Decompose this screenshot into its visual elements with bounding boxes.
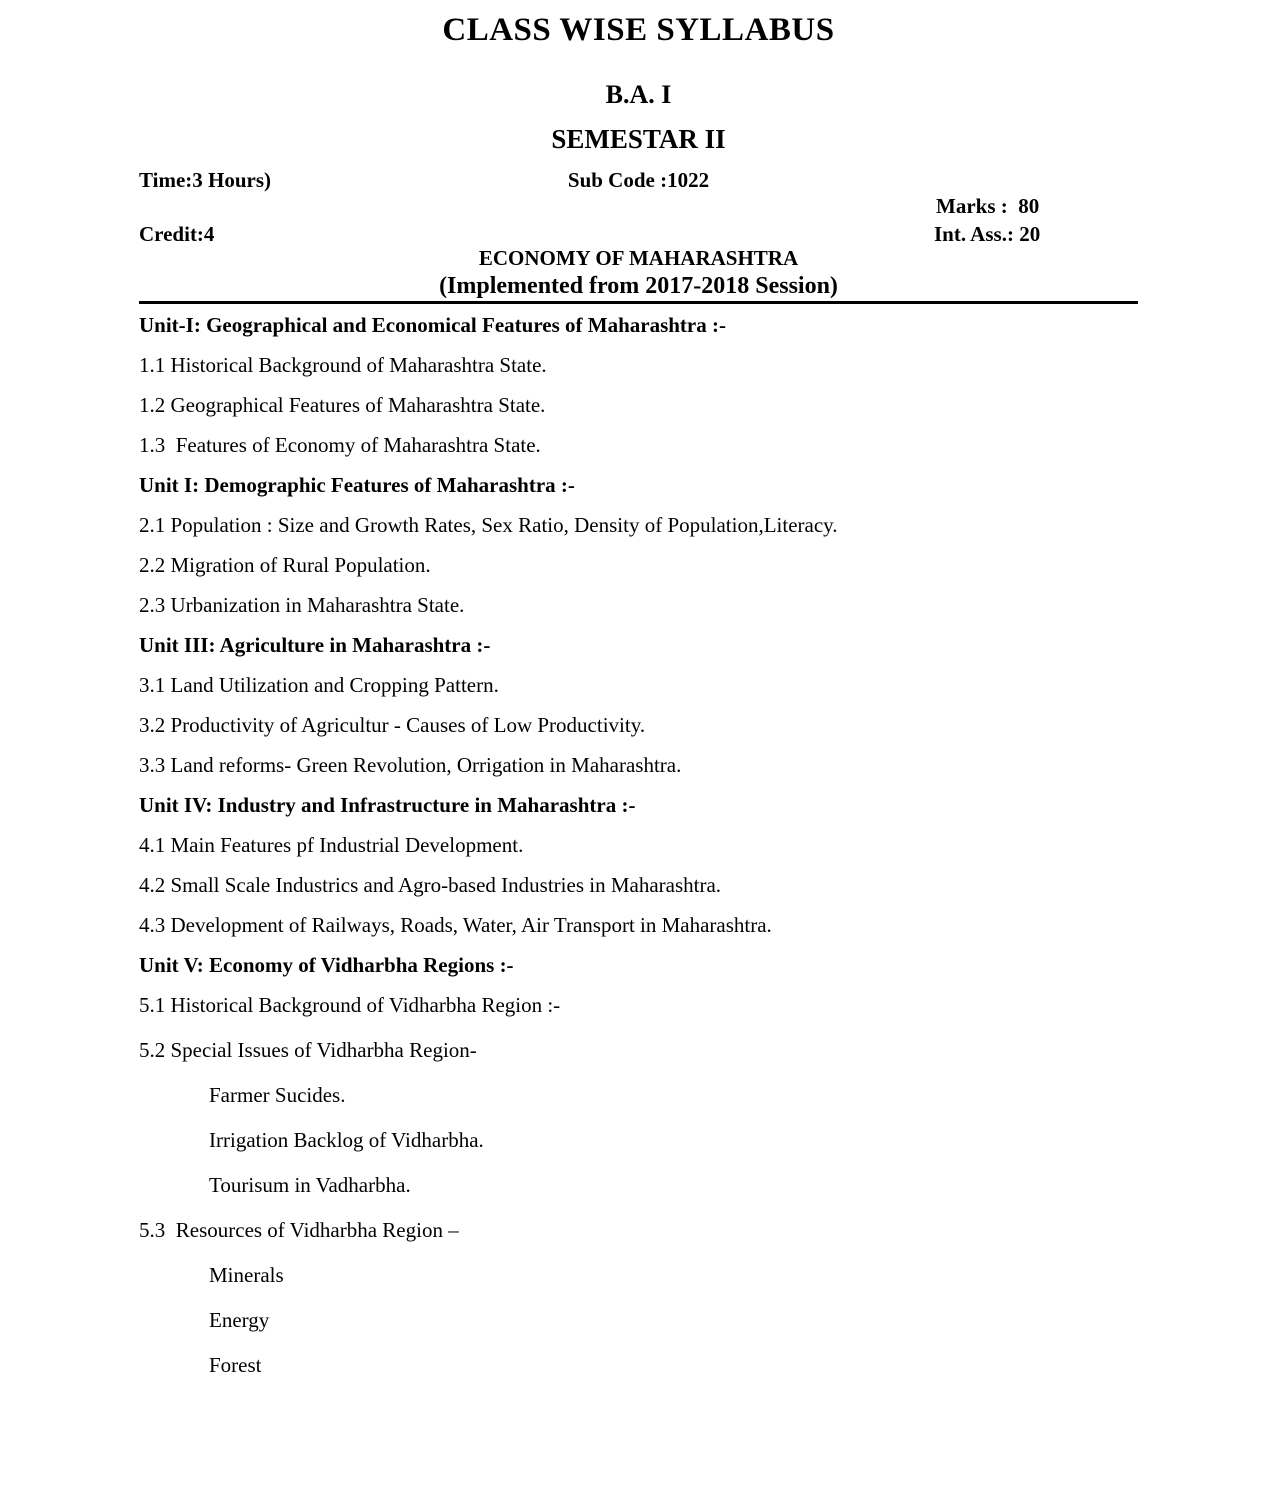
- syllabus-subline: Minerals: [209, 1263, 284, 1287]
- syllabus-line: 2.2 Migration of Rural Population.: [139, 553, 431, 577]
- syllabus-line: 1.3 Features of Economy of Maharashtra State.: [139, 433, 541, 457]
- syllabus-line: 3.2 Productivity of Agricultur - Causes of Low Productivity.: [139, 713, 646, 737]
- syllabus-line: 2.3 Urbanization in Maharashtra State.: [139, 593, 465, 617]
- syllabus-subline: Forest: [209, 1353, 262, 1377]
- unit-heading: Unit III: Agriculture in Maharashtra :-: [139, 633, 491, 657]
- time-label: Time:3 Hours): [139, 168, 272, 192]
- syllabus-subline: Irrigation Backlog of Vidharbha.: [209, 1128, 484, 1152]
- divider-rule: [139, 301, 1138, 304]
- syllabus-line: 1.1 Historical Background of Maharashtra State.: [139, 353, 547, 377]
- implementation-note: (Implemented from 2017-2018 Session): [439, 273, 838, 299]
- marks-label: Marks : 80: [936, 194, 1040, 218]
- sub-code-label: Sub Code :1022: [567, 168, 710, 192]
- internal-assessment-label: Int. Ass.: 20: [934, 222, 1041, 246]
- syllabus-line: 1.2 Geographical Features of Maharashtra State.: [139, 393, 546, 417]
- units-list: [139, 313, 1138, 1377]
- unit-heading: Unit I: Demographic Features of Maharashtra :-: [139, 473, 575, 497]
- syllabus-line: 5.3 Resources of Vidharbha Region –: [139, 1218, 459, 1242]
- syllabus-line: 4.2 Small Scale Industrics and Agro-based Industries in Maharashtra.: [139, 873, 722, 897]
- syllabus-line: 3.3 Land reforms- Green Revolution, Orrigation in Maharashtra.: [139, 753, 682, 777]
- credit-label: Credit:4: [139, 222, 215, 246]
- course-meta: [139, 168, 1138, 246]
- semester-title: SEMESTAR II: [551, 124, 726, 154]
- syllabus-line: 5.1 Historical Background of Vidharbha Region :-: [139, 993, 561, 1017]
- unit-heading: Unit IV: Industry and Infrastructure in Maharashtra :-: [139, 793, 636, 817]
- syllabus-line: 5.2 Special Issues of Vidharbha Region-: [139, 1038, 477, 1062]
- syllabus-subline: Tourisum in Vadharbha.: [209, 1173, 411, 1197]
- degree-title: B.A. I: [605, 80, 672, 109]
- syllabus-line: 4.3 Development of Railways, Roads, Water, Air Transport in Maharashtra.: [139, 913, 772, 937]
- syllabus-subline: Energy: [209, 1308, 270, 1332]
- syllabus-line: 3.1 Land Utilization and Cropping Pattern.: [139, 673, 499, 697]
- subject-title: ECONOMY OF MAHARASHTRA: [478, 246, 799, 270]
- unit-heading: Unit V: Economy of Vidharbha Regions :-: [139, 953, 514, 977]
- syllabus-line: 4.1 Main Features pf Industrial Development.: [139, 833, 524, 857]
- unit-heading: Unit-I: Geographical and Economical Features of Maharashtra :-: [139, 313, 726, 337]
- syllabus-subline: Farmer Sucides.: [209, 1083, 346, 1107]
- syllabus-line: 2.1 Population : Size and Growth Rates, Sex Ratio, Density of Population,Literacy.: [139, 513, 838, 537]
- page-title: CLASS WISE SYLLABUS: [442, 12, 835, 48]
